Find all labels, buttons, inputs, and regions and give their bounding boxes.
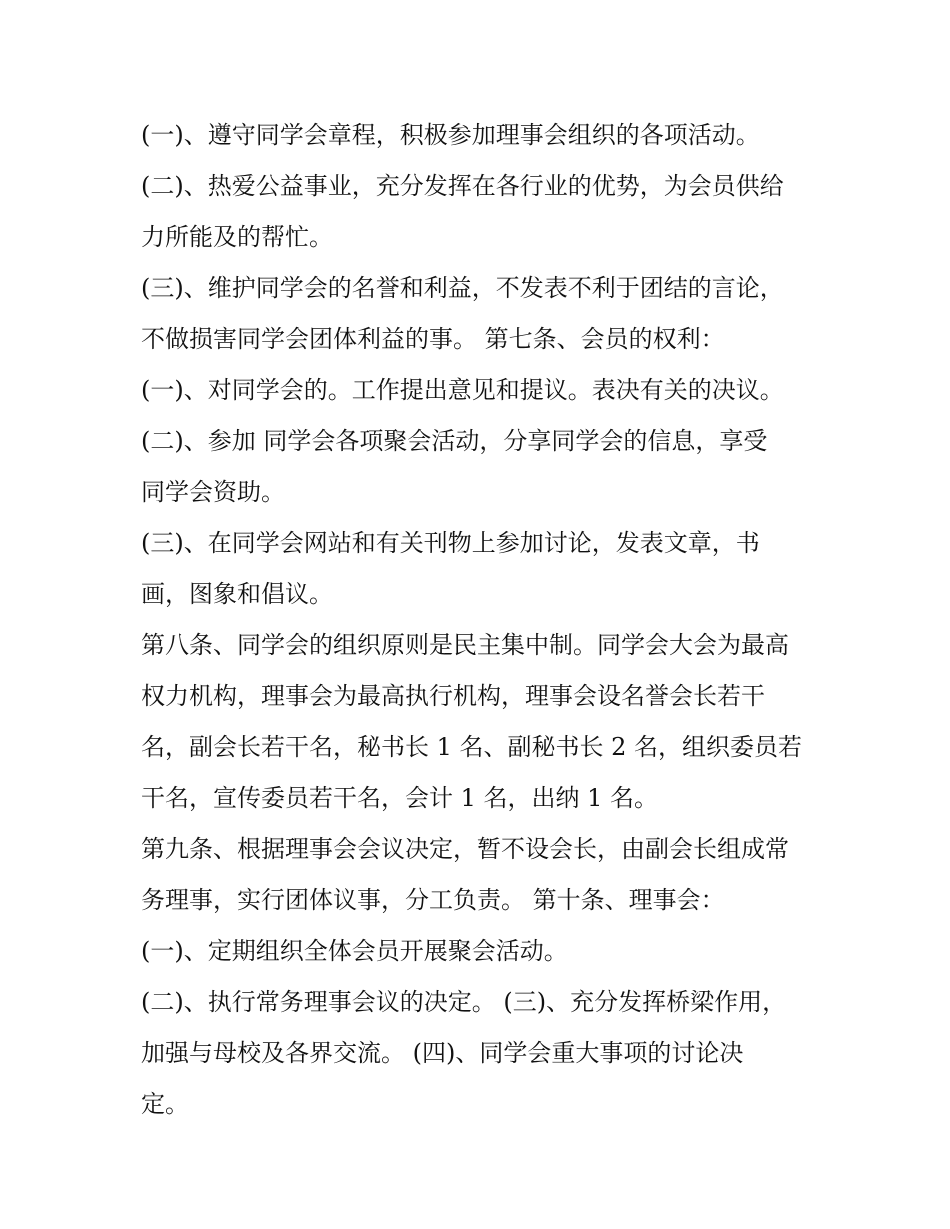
text-line: 干名，宣传委员若干名，会计 1 名，出纳 1 名。 <box>141 784 659 812</box>
text-line: 名，副会长若干名，秘书长 1 名、副秘书长 2 名，组织委员若 <box>141 733 803 761</box>
document-body <box>141 110 821 1130</box>
text-line: 加强与母校及各界交流。 (四)、同学会重大事项的讨论决 <box>141 1039 744 1067</box>
text-line: (一)、定期组织全体会员开展聚会活动。 <box>141 937 568 965</box>
text-line: (三)、在同学会网站和有关刊物上参加讨论，发表文章，书 <box>141 529 760 557</box>
text-line: (二)、执行常务理事会议的决定。 (三)、充分发挥桥梁作用， <box>141 988 787 1016</box>
text-line: 同学会资助。 <box>141 478 285 506</box>
text-line: (二)、热爱公益事业，充分发挥在各行业的优势，为会员供给 <box>141 172 784 200</box>
text-line: (一)、遵守同学会章程，积极参加理事会组织的各项活动。 <box>141 121 760 149</box>
text-line: (三)、维护同学会的名誉和利益，不发表不利于团结的言论， <box>141 274 784 302</box>
text-line: 定。 <box>141 1090 189 1118</box>
text-line: 力所能及的帮忙。 <box>141 223 333 251</box>
text-line: 务理事，实行团体议事，分工负责。 第十条、理事会： <box>141 886 725 914</box>
text-line: (一)、对同学会的。工作提出意见和提议。表决有关的决议。 <box>141 376 784 404</box>
text-line: 第九条、根据理事会会议决定，暂不设会长，由副会长组成常 <box>141 835 789 863</box>
text-line: 权力机构，理事会为最高执行机构，理事会设名誉会长若干 <box>141 682 765 710</box>
text-line: 画，图象和倡议。 <box>141 580 333 608</box>
text-line: 第八条、同学会的组织原则是民主集中制。同学会大会为最高 <box>141 631 789 659</box>
text-line: 不做损害同学会团体利益的事。 第七条、会员的权利： <box>141 325 725 353</box>
text-line: (二)、参加 同学会各项聚会活动，分享同学会的信息，享受 <box>141 427 768 455</box>
